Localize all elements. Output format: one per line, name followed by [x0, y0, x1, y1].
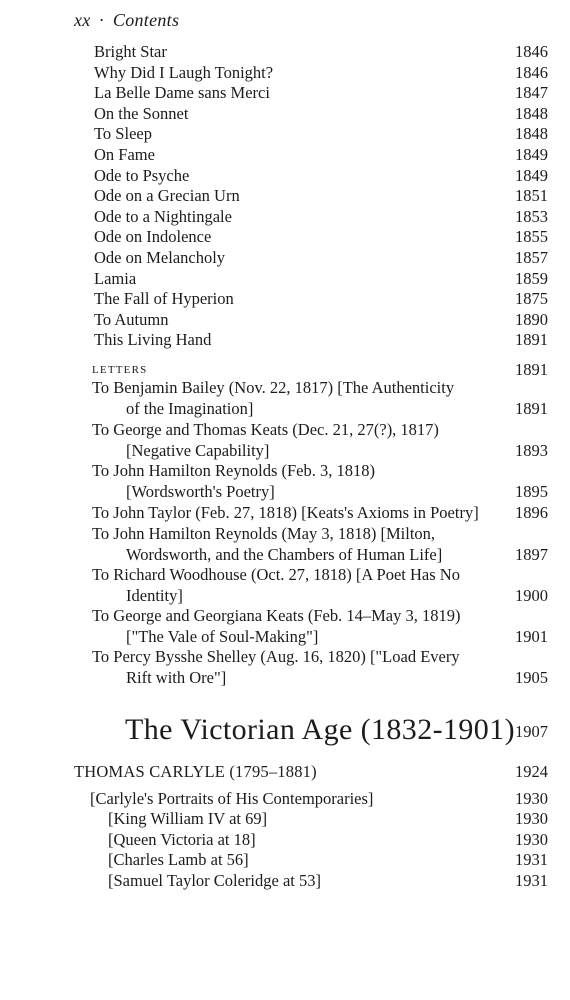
author-entry-page: 1924 — [515, 762, 548, 781]
letters-heading-title: LETTERS — [92, 364, 148, 376]
carlyle-item-page: 1930 — [515, 809, 548, 828]
toc-entry-page: 1848 — [515, 103, 548, 123]
running-header — [74, 10, 179, 31]
letter-entry-title: To John Hamilton Reynolds (Feb. 3, 1818) — [92, 461, 375, 480]
toc-entry-page: 1890 — [515, 309, 548, 329]
toc-entry-page: 1846 — [515, 62, 548, 82]
carlyle-item-page: 1931 — [515, 870, 548, 890]
toc-entry-title: To Autumn — [94, 309, 169, 329]
carlyle-item-title: [Samuel Taylor Coleridge at 53] — [108, 870, 321, 890]
carlyle-item-title: [King William IV at 69] — [108, 809, 268, 828]
letter-entry-cont-title: Identity] — [126, 586, 183, 605]
header-title: Contents — [112, 10, 180, 30]
carlyle-item-page: 1930 — [515, 829, 548, 849]
letter-entry-cont-title: [Wordsworth's Poetry] — [126, 482, 275, 501]
letter-entry-cont-title: [Negative Capability] — [126, 441, 270, 460]
letter-entry-title: To John Taylor (Feb. 27, 1818) [Keats's Axioms in Poetry] — [92, 503, 479, 522]
letter-entry-cont-page: 1895 — [515, 482, 548, 501]
toc-entry-title: Ode to a Nightingale — [94, 206, 232, 226]
letter-entry-cont-title: Rift with Ore"] — [126, 668, 227, 687]
carlyle-item-page: 1931 — [515, 850, 548, 870]
toc-entry-page: 1875 — [515, 289, 548, 309]
section-title: The Victorian Age (1832-1901) — [125, 713, 515, 746]
toc-entry-title: To Sleep — [94, 124, 152, 144]
toc-entry-page: 1857 — [515, 248, 548, 267]
letter-entry-title: To Richard Woodhouse (Oct. 27, 1818) [A Poet Has No — [92, 565, 460, 584]
toc-entry-page: 1849 — [515, 145, 548, 164]
toc-entry-title: Ode on Melancholy — [94, 248, 226, 267]
letter-entry-cont-title: of the Imagination] — [126, 399, 254, 418]
letter-entry-page: 1896 — [515, 503, 548, 522]
author-entry-title: THOMAS CARLYLE (1795–1881) — [74, 762, 317, 781]
letter-entry-cont-title: Wordsworth, and the Chambers of Human Life] — [126, 545, 443, 564]
header-page-number: xx — [74, 10, 91, 30]
toc-entry-page: 1855 — [515, 227, 548, 247]
letter-entry-cont-page: 1891 — [515, 399, 548, 418]
toc-entry-title: Lamia — [94, 268, 137, 288]
toc-entry-page: 1891 — [515, 330, 548, 350]
header-separator: · — [98, 10, 105, 30]
carlyle-item-title: [Queen Victoria at 18] — [108, 829, 256, 849]
toc-entry-page: 1847 — [515, 83, 548, 103]
toc-entry-title: This Living Hand — [94, 330, 212, 350]
toc-entry-title: Ode on a Grecian Urn — [94, 186, 240, 206]
toc-entry-title: On the Sonnet — [94, 103, 189, 123]
carlyle-group-title: [Carlyle's Portraits of His Contemporaries] — [90, 789, 374, 808]
toc-entry-title: On Fame — [94, 145, 155, 164]
letter-entry-cont-page: 1905 — [515, 668, 548, 687]
letter-entry-cont-page: 1901 — [515, 627, 548, 646]
toc-entry-page: 1848 — [515, 124, 548, 144]
toc-entry-page: 1849 — [515, 165, 548, 185]
section-page-number: 1907 — [515, 722, 548, 741]
carlyle-group-page: 1930 — [515, 789, 548, 808]
toc-entry-title: Why Did I Laugh Tonight? — [94, 62, 274, 82]
letter-entry-cont-title: ["The Vale of Soul-Making"] — [126, 627, 319, 646]
letter-entry-title: To Benjamin Bailey (Nov. 22, 1817) [The Authenticity — [92, 378, 455, 397]
toc-entry-title: Bright Star — [94, 42, 167, 61]
carlyle-item-title: [Charles Lamb at 56] — [108, 850, 249, 870]
letter-entry-title: To George and Thomas Keats (Dec. 21, 27(?), 1817) — [92, 420, 439, 439]
toc-entry-title: The Fall of Hyperion — [94, 289, 234, 309]
toc-entry-page: 1846 — [515, 42, 548, 61]
toc-entry-page: 1851 — [515, 186, 548, 206]
toc-entry-page: 1859 — [515, 268, 548, 288]
letter-entry-title: To George and Georgiana Keats (Feb. 14–May 3, 1819) — [92, 606, 461, 625]
letter-entry-cont-page: 1893 — [515, 441, 548, 460]
toc-entry-title: La Belle Dame sans Merci — [94, 83, 270, 103]
toc-entry-page: 1853 — [515, 206, 548, 226]
letter-entry-title: To Percy Bysshe Shelley (Aug. 16, 1820) ["Load Every — [92, 647, 460, 666]
toc-entry-title: Ode to Psyche — [94, 165, 190, 185]
letter-entry-cont-page: 1897 — [515, 545, 548, 564]
letter-entry-title: To John Hamilton Reynolds (May 3, 1818) [Milton, — [92, 524, 436, 543]
toc-entry-title: Ode on Indolence — [94, 227, 212, 247]
letters-heading-page: 1891 — [515, 360, 548, 379]
letter-entry-cont-page: 1900 — [515, 586, 548, 605]
